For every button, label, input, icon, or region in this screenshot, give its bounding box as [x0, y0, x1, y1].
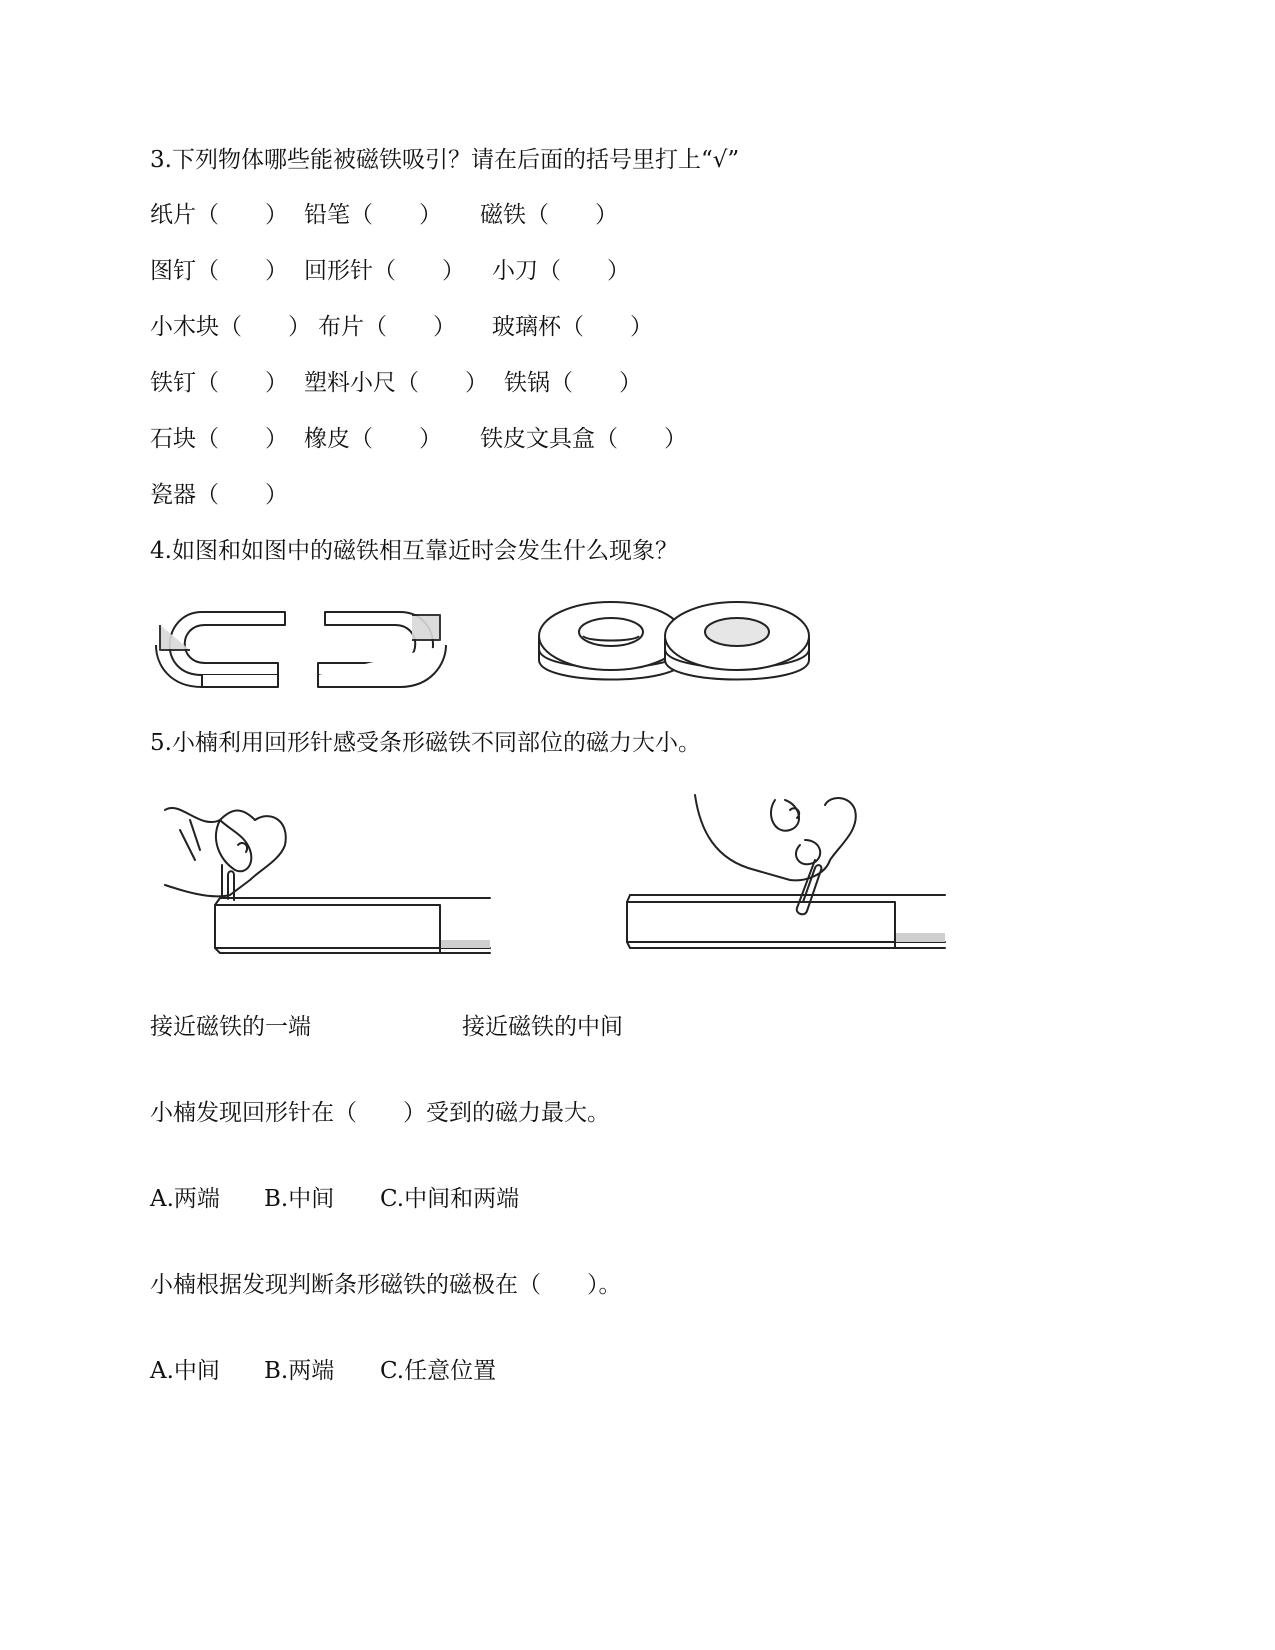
question-3-title: 3.下列物体哪些能被磁铁吸引？请在后面的括号里打上“√”: [150, 147, 740, 173]
horseshoe-magnets-figure: [150, 595, 450, 705]
q5-sub2-option-c: C.任意位置: [380, 1358, 497, 1384]
q3-item-cloth: 布片（ ）: [318, 314, 456, 340]
q5-sub1-option-c: C.中间和两端: [380, 1186, 520, 1212]
caption-near-middle: 接近磁铁的中间: [462, 1014, 623, 1040]
q3-item-porcelain: 瓷器（ ）: [150, 482, 288, 508]
question-4-title: 4.如图和如图中的磁铁相互靠近时会发生什么现象？: [150, 538, 678, 564]
q3-item-tin-pencil-box: 铁皮文具盒（ ）: [480, 426, 687, 452]
q3-item-paperclip: 回形针（ ）: [304, 258, 465, 284]
q3-item-pencil: 铅笔（ ）: [304, 202, 442, 228]
q3-item-knife: 小刀（ ）: [492, 258, 630, 284]
q3-item-paper: 纸片（ ）: [150, 202, 288, 228]
q3-item-magnet: 磁铁（ ）: [480, 202, 618, 228]
q5-sub2-question: 小楠根据发现判断条形磁铁的磁极在（ ）。: [150, 1272, 622, 1298]
q3-item-iron-pot: 铁锅（ ）: [504, 370, 642, 396]
q3-item-eraser: 橡皮（ ）: [304, 426, 442, 452]
q5-sub2-option-a: A.中间: [150, 1358, 220, 1384]
q3-item-stone: 石块（ ）: [150, 426, 288, 452]
caption-near-end: 接近磁铁的一端: [150, 1014, 311, 1040]
figure-paperclip-at-end: [160, 790, 505, 980]
q5-sub1-option-b: B.中间: [264, 1186, 335, 1212]
ring-magnets-figure: [535, 590, 815, 700]
question-5-title: 5.小楠利用回形针感受条形磁铁不同部位的磁力大小。: [150, 730, 701, 756]
q3-item-wood-block: 小木块（ ）: [150, 314, 311, 340]
q5-sub1-option-a: A.两端: [150, 1186, 220, 1212]
q3-item-plastic-ruler: 塑料小尺（ ）: [304, 370, 488, 396]
figure-paperclip-at-middle: [625, 790, 965, 980]
q3-item-glass-cup: 玻璃杯（ ）: [492, 314, 653, 340]
q5-sub2-option-b: B.两端: [264, 1358, 335, 1384]
q3-item-thumbtack: 图钉（ ）: [150, 258, 288, 284]
q3-item-iron-nail: 铁钉（ ）: [150, 370, 288, 396]
q5-sub1-question: 小楠发现回形针在（ ）受到的磁力最大。: [150, 1100, 610, 1126]
